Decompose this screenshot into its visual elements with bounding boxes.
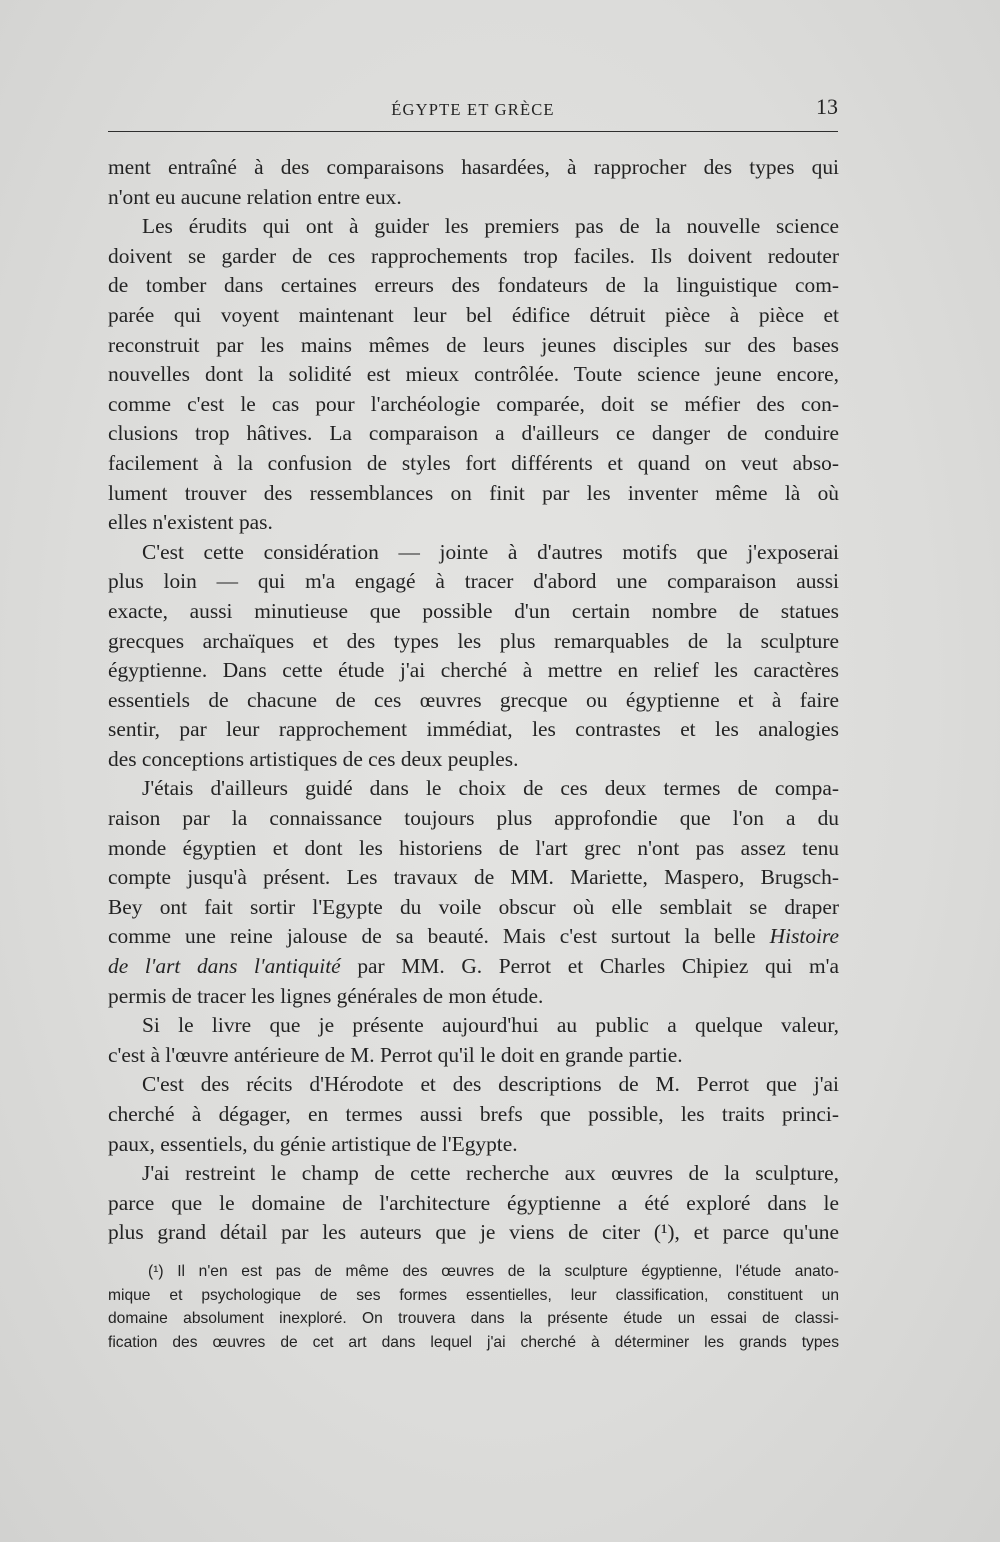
body-line: Si le livre que je présente aujourd'hui au public a quelque valeur,: [142, 1013, 839, 1038]
body-line: exacte, aussi minutieuse que possible d'un certain nombre de statues: [108, 598, 839, 623]
body-line: raison par la connaissance toujours plus approfondie que l'on a du: [108, 806, 839, 831]
book-title-part-2: de l'art dans l'antiquité: [108, 954, 341, 979]
book-title-part-1: Histoire: [769, 924, 839, 949]
body-line: C'est des récits d'Hérodote et des descriptions de M. Perrot que j'ai: [142, 1072, 839, 1097]
body-line: plus grand détail par les auteurs que je viens de citer (¹), et parce qu'une: [108, 1220, 839, 1245]
body-line: Les érudits qui ont à guider les premiers pas de la nouvelle science: [142, 214, 839, 239]
body-line: reconstruit par les mains mêmes de leurs jeunes disciples sur des bases: [108, 332, 839, 357]
footnote-line: mique et psychologique de ses formes essentielles, leur classification, constituent un: [108, 1286, 839, 1304]
body-line: J'ai restreint le champ de cette recherche aux œuvres de la sculpture,: [142, 1161, 839, 1186]
body-line: permis de tracer les lignes générales de mon étude.: [108, 983, 544, 1008]
body-line: essentiels de chacune de ces œuvres grecque ou égyptienne et à faire: [108, 687, 839, 712]
footnote-line: (¹) Il n'en est pas de même des œuvres de la sculpture égyptienne, l'étude anato-: [148, 1263, 839, 1280]
running-title: ÉGYPTE ET GRÈCE: [391, 100, 555, 119]
footnotes: [108, 1260, 839, 1354]
body-line: cherché à dégager, en termes aussi brefs que possible, les traits princi-: [108, 1102, 839, 1126]
body-line: plus loin — qui m'a engagé à tracer d'abord une comparaison aussi: [108, 569, 839, 594]
body-line: lument trouver des ressemblances on finit par les inventer même là où: [108, 480, 839, 505]
body-line: C'est cette considération — jointe à d'autres motifs que j'exposerai: [142, 539, 839, 564]
body-line: des conceptions artistiques de ces deux peuples.: [108, 746, 519, 771]
page-number: 13: [816, 94, 838, 119]
body-line: monde égyptien et dont les historiens de l'art grec n'ont pas assez tenu: [108, 835, 839, 860]
body-line: [108, 952, 839, 982]
body-line: n'ont eu aucune relation entre eux.: [108, 184, 402, 209]
body-line: J'étais d'ailleurs guidé dans le choix de ces deux termes de compa-: [142, 776, 839, 801]
body-line: parée qui voyent maintenant leur bel édifice détruit pièce à pièce et: [108, 302, 839, 327]
body-line: sentir, par leur rapprochement immédiat, les contrastes et les analogies: [108, 717, 839, 742]
body-line: parce que le domaine de l'architecture égyptienne a été exploré dans le: [108, 1190, 839, 1215]
footnote-line: fication des œuvres de cet art dans lequel j'ai cherché à déterminer les grands types: [108, 1333, 839, 1351]
body-line: nouvelles dont la solidité est mieux contrôlée. Toute science jeune encore,: [108, 362, 839, 387]
header-rule: [108, 131, 838, 132]
footnote-line: domaine absolument inexploré. On trouvera dans la présente étude un essai de classi-: [108, 1310, 839, 1328]
body-line: égyptienne. Dans cette étude j'ai cherché à mettre en relief les caractères: [108, 658, 839, 683]
body-line: doivent se garder de ces rapprochements trop faciles. Ils doivent redouter: [108, 243, 839, 268]
body-line: grecques archaïques et des types les plus remarquables de la sculpture: [108, 628, 839, 653]
body-line: compte jusqu'à présent. Les travaux de MM. Mariette, Maspero, Brugsch-: [108, 865, 839, 890]
page-header: [108, 94, 838, 124]
body-line: comme c'est le cas pour l'archéologie comparée, doit se méfier des con-: [108, 391, 839, 416]
body-line: paux, essentiels, du génie artistique de l'Egypte.: [108, 1131, 518, 1156]
body-line: c'est à l'œuvre antérieure de M. Perrot qu'il le doit en grande partie.: [108, 1042, 683, 1067]
body-line: de tomber dans certaines erreurs des fondateurs de la linguistique com-: [108, 273, 839, 298]
body-line-text: comme une reine jalouse de sa beauté. Mais c'est surtout la belle: [108, 924, 756, 949]
body-line: [108, 922, 839, 952]
body-line: facilement à la confusion de styles fort différents et quand on veut abso-: [108, 450, 839, 475]
body-text: [108, 153, 839, 1248]
body-line: Bey ont fait sortir l'Egypte du voile obscur où elle semblait se draper: [108, 894, 839, 919]
body-line: elles n'existent pas.: [108, 510, 273, 535]
body-line: ment entraîné à des comparaisons hasardées, à rapprocher des types qui: [108, 155, 839, 179]
body-line: clusions trop hâtives. La comparaison a d'ailleurs ce danger de conduire: [108, 421, 839, 446]
body-line-text: par MM. G. Perrot et Charles Chipiez qui m'a: [357, 954, 839, 979]
